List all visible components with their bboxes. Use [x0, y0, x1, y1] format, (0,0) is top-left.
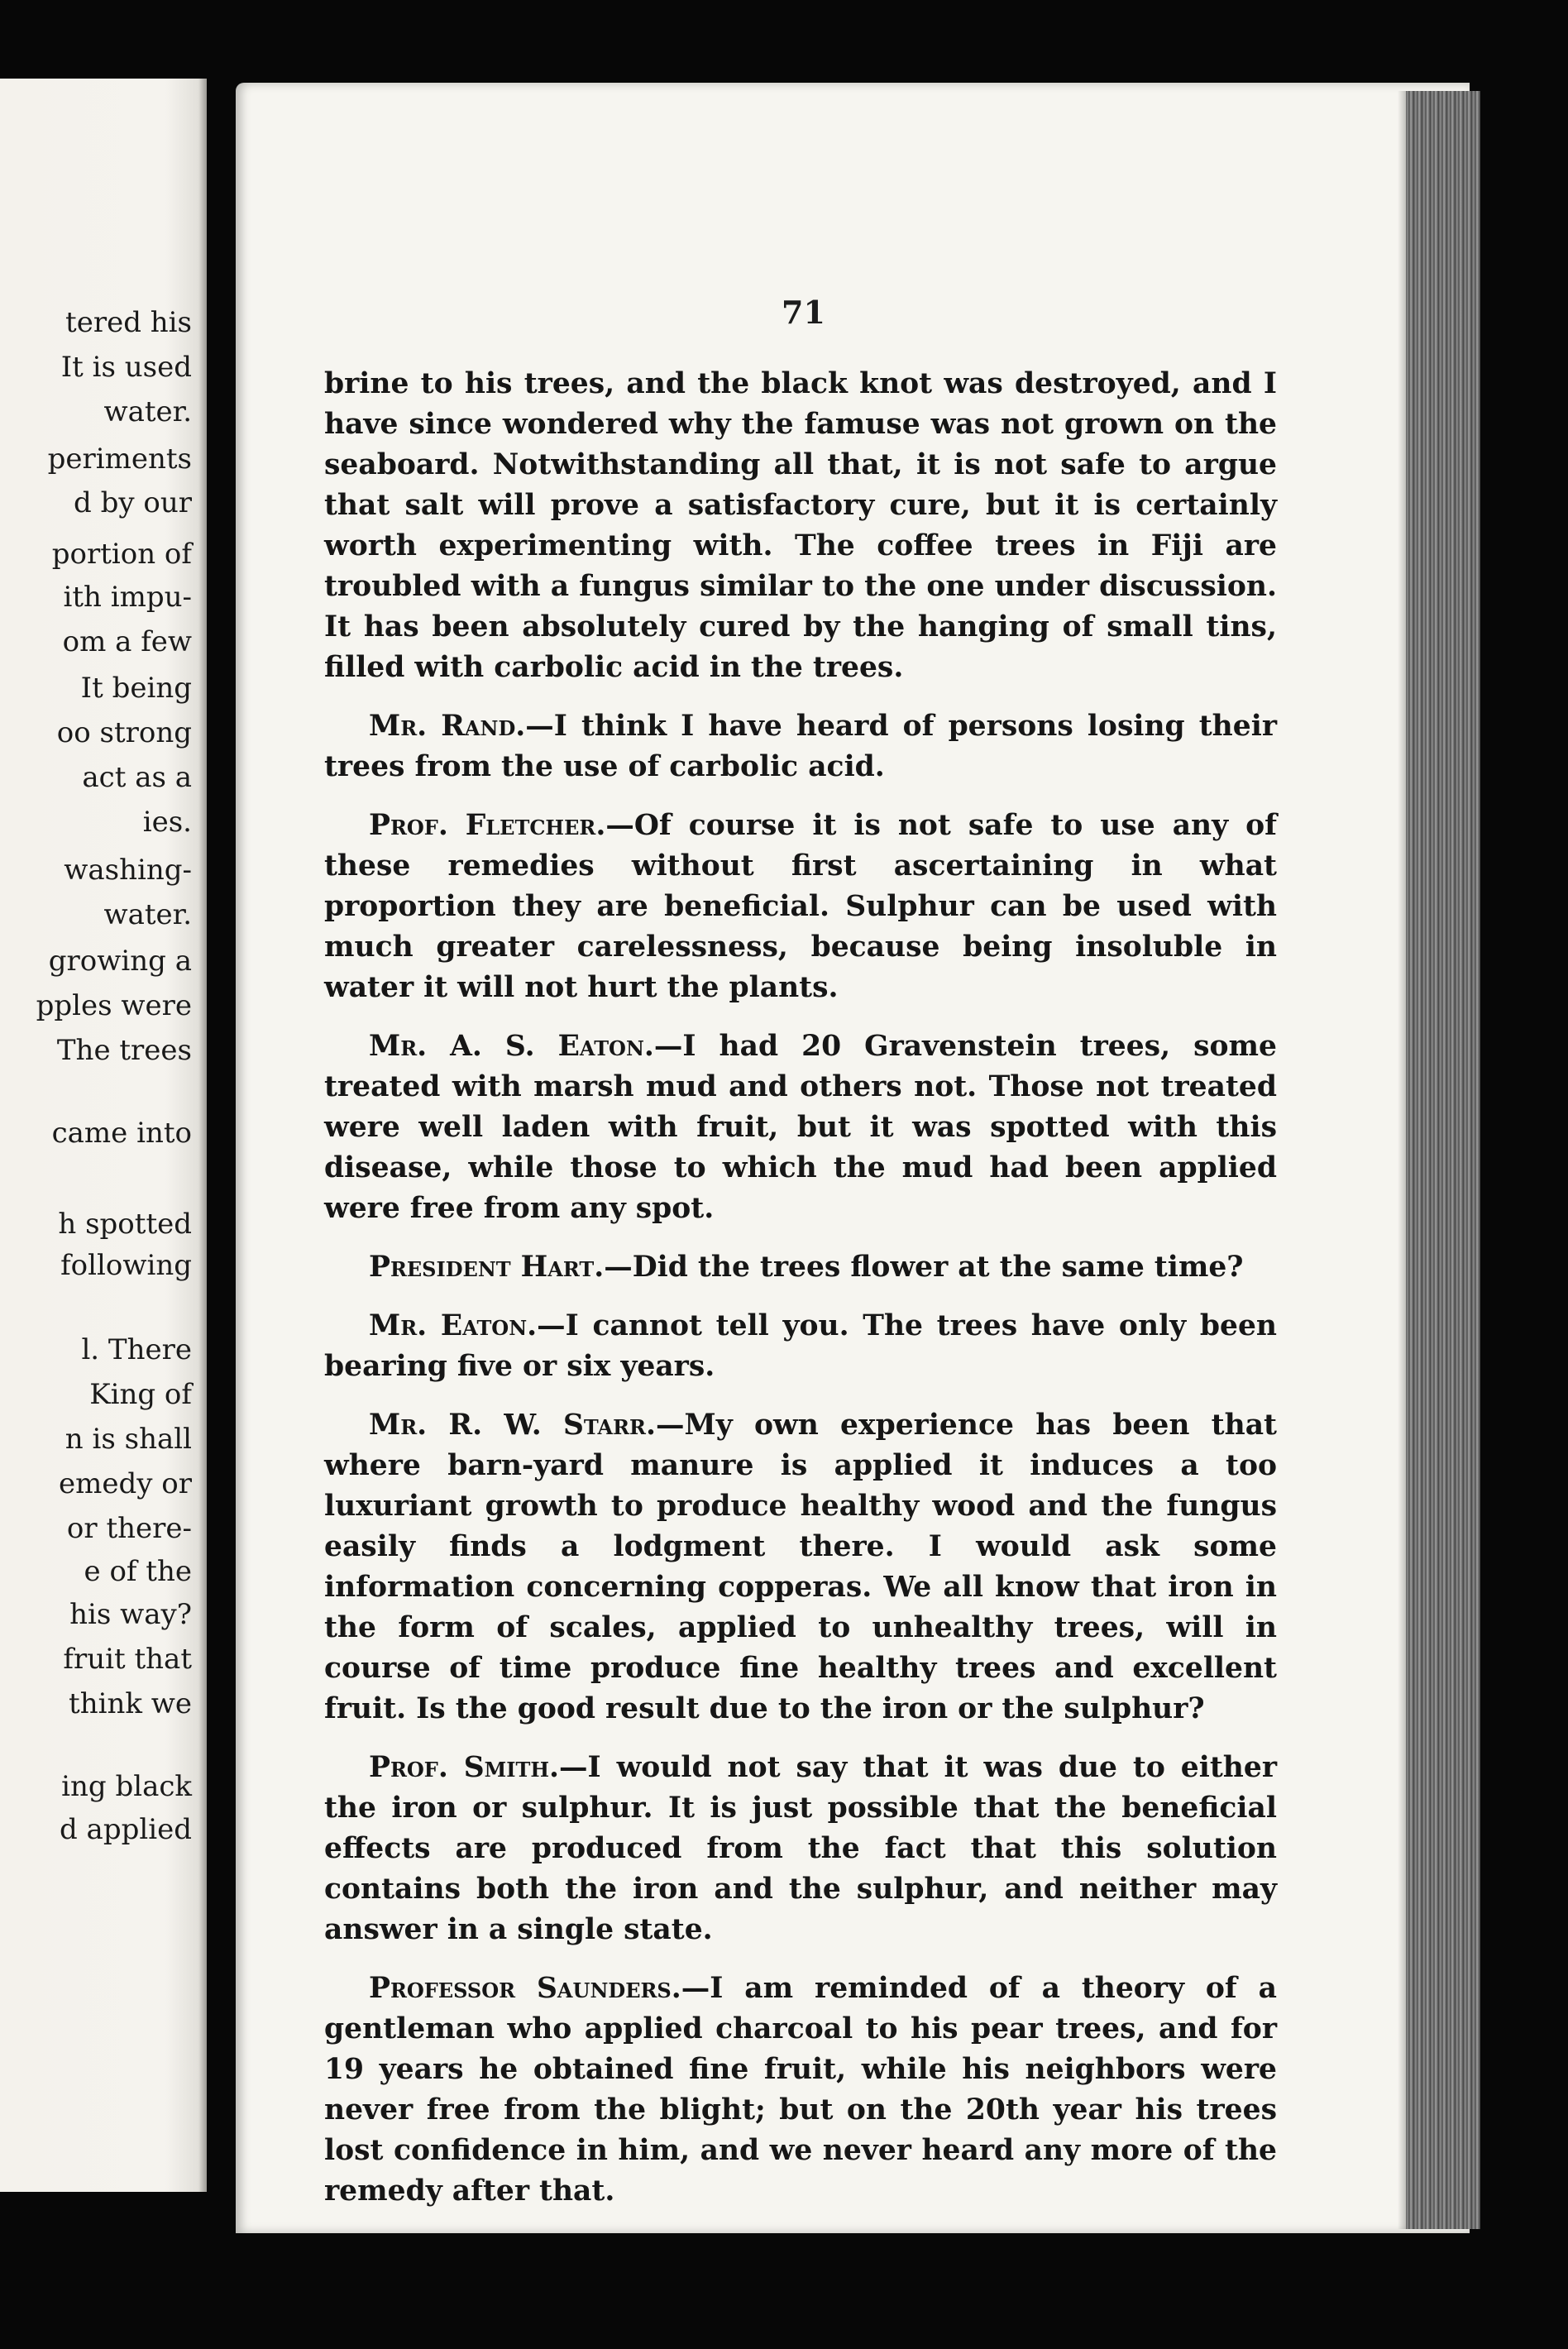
- stacked-page-edges: [1406, 91, 1480, 2229]
- speaker-name: Professor Saunders.: [369, 1972, 681, 2005]
- paragraph-mr-rand: [324, 706, 1277, 787]
- paragraph-president-hart: [324, 1247, 1277, 1288]
- left-page-line: or there-: [66, 1512, 192, 1545]
- page-number: 71: [782, 294, 825, 331]
- left-page-line: ies.: [142, 806, 192, 839]
- paragraph-text: —Did the trees flower at the same time?: [604, 1251, 1244, 1284]
- left-page-line: portion of: [51, 538, 192, 571]
- left-page-line: came into: [51, 1117, 192, 1150]
- paragraph-text: —Of course it is not safe to use any of these remedies without first ascertaining in what proportion they are beneficial. Sulphur can be used with much greater carelessness, because being insoluble in water it will not hurt the plants.: [324, 809, 1277, 1004]
- left-page-line: oo strong: [56, 716, 192, 749]
- left-page-line: growing a: [48, 945, 192, 978]
- left-page-line: It is used: [60, 351, 192, 384]
- left-page-line: act as a: [82, 761, 192, 794]
- left-page-line: water.: [103, 898, 192, 931]
- paragraph-text: —I am reminded of a theory of a gentleman who applied charcoal to his pear trees, and for 19 years he obtained fine fruit, while his neighbors were never free from the blight; but on the 20th year his trees lost confidence in him, and we never heard any more of the remedy after that.: [324, 1972, 1277, 2208]
- left-page-line: pples were: [36, 989, 192, 1022]
- left-page-text-fragments: [0, 79, 207, 2192]
- paragraph-text: —I had 20 Gravenstein trees, some treated with marsh mud and others not. Those not treated were well laden with fruit, but it was spotted with this disease, while those to which the mud had been applied were free from any spot.: [324, 1030, 1277, 1225]
- paragraph-text: brine to his trees, and the black knot was destroyed, and I have since wondered why the famuse was not grown on the seaboard. Notwithstanding all that, it is not safe to argue that salt will prove a satisfactory cure, but it is certainly worth experimenting with. The coffee trees in Fiji are troubled with a fungus similar to the one under discussion. It has been absolutely cured by the hanging of small tins, filled with carbolic acid in the trees.: [324, 367, 1277, 684]
- paragraph-mr-starr: [324, 1405, 1277, 1729]
- paragraph-professor-saunders: [324, 1969, 1277, 2212]
- speaker-name: Prof. Fletcher.: [369, 809, 606, 842]
- left-page-line: King of: [89, 1378, 192, 1411]
- paragraph-prof-smith: [324, 1748, 1277, 1950]
- left-page-line: It being: [80, 672, 192, 705]
- left-page-line: periments: [47, 443, 192, 476]
- left-page-line: emedy or: [59, 1467, 192, 1500]
- left-page-line: h spotted: [58, 1208, 192, 1241]
- left-page-line: n is shall: [65, 1423, 192, 1456]
- left-page-line: think we: [69, 1687, 192, 1720]
- left-page-line: washing-: [64, 854, 192, 887]
- speaker-name: Mr. Rand.: [369, 710, 526, 743]
- left-page-line: tered his: [65, 306, 192, 339]
- paragraph-mr-eaton-b: [324, 1306, 1277, 1387]
- speaker-name: Mr. A. S. Eaton.: [369, 1030, 654, 1063]
- paragraph-text: —I cannot tell you. The trees have only been bearing five or six years.: [324, 1309, 1277, 1383]
- paragraph-mr-eaton-a: [324, 1026, 1277, 1229]
- left-page-line: d applied: [59, 1813, 192, 1846]
- left-page-line: following: [60, 1249, 192, 1282]
- left-page-line: om a few: [62, 625, 192, 658]
- paragraph-text: —I would not say that it was due to either the iron or sulphur. It is just possible that the beneficial effects are produced from the fact that this solution contains both the iron and the sulphur, and neither may answer in a single state.: [324, 1751, 1278, 1946]
- paragraph-continuation: [324, 364, 1277, 688]
- left-page-line: e of the: [84, 1555, 192, 1588]
- left-page-line: The trees: [56, 1034, 192, 1067]
- speaker-name: Mr. R. W. Starr.: [369, 1409, 656, 1442]
- left-page-line: ing black: [61, 1770, 192, 1803]
- paragraph-text: —My own experience has been that where barn-yard manure is applied it induces a too luxuriant growth to produce healthy wood and the fungus easily finds a lodgment there. I would ask some information concerning copperas. We all know that iron in the form of scales, applied to unhealthy trees, will in course of time produce fine healthy trees and excellent fruit. Is the good result due to the iron or the sulphur?: [324, 1409, 1277, 1725]
- body-text: [324, 364, 1277, 2230]
- paragraph-text: —I think I have heard of persons losing their trees from the use of carbolic acid.: [324, 710, 1277, 783]
- left-page-line: water.: [103, 395, 192, 428]
- left-page-line: fruit that: [63, 1643, 192, 1676]
- speaker-name: President Hart.: [369, 1251, 605, 1284]
- left-page-line: l. There: [81, 1333, 192, 1366]
- left-page-line: his way?: [69, 1598, 192, 1631]
- paragraph-prof-fletcher: [324, 806, 1277, 1008]
- left-page-line: ith impu-: [63, 581, 192, 614]
- left-facing-page: [0, 79, 207, 2192]
- speaker-name: Prof. Smith.: [369, 1751, 560, 1784]
- speaker-name: Mr. Eaton.: [369, 1309, 538, 1342]
- left-page-line: d by our: [74, 486, 192, 519]
